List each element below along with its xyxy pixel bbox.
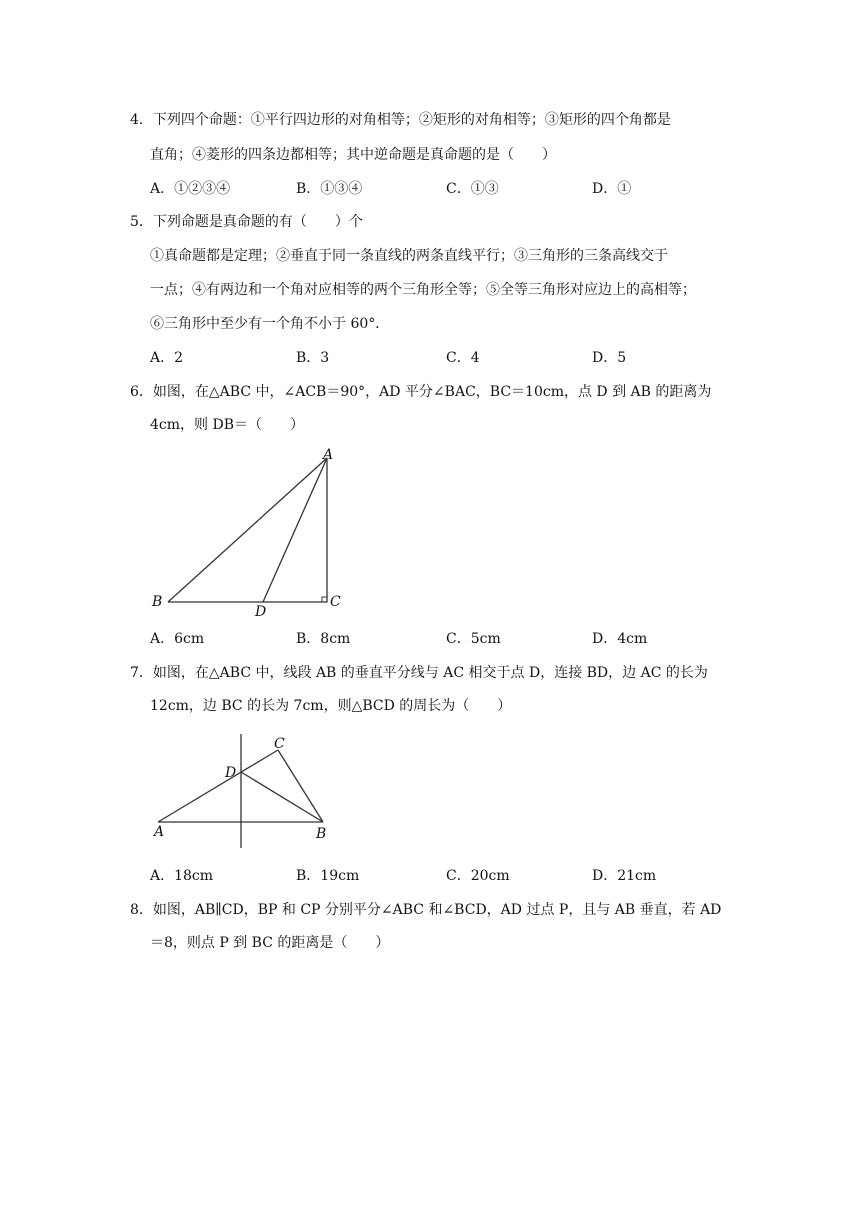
q7-line-1: 7．如图，在△ABC 中，线段 AB 的垂直平分线与 AC 相交于点 D，连接 BD，边 AC 的长为 [130,665,708,681]
q7-option-d: D．21cm [592,868,657,884]
q7-option-b: B．19cm [296,868,360,884]
q7-option-c: C．20cm [446,868,510,884]
q6-line-1: 6．如图，在△ABC 中，∠ACB＝90°，AD 平分∠BAC，BC＝10cm，点 D 到 AB 的距离为 [130,384,712,400]
q6-label-d: D [255,604,267,620]
q4-option-a: A．①②③④ [150,181,231,197]
q4-line-2: 直角；④菱形的四条边都相等；其中逆命题是真命题的是（ ） [150,147,556,163]
q5-line-3: 一点；④有两边和一个角对应相等的两个三角形全等；⑤全等三角形对应边上的高相等； [150,282,696,298]
q7-label-a: A [154,824,165,840]
q7-label-b: B [316,826,327,842]
q6-option-a: A．6cm [150,631,205,647]
q7-line-2: 12cm，边 BC 的长为 7cm，则△BCD 的周长为（ ） [150,698,512,714]
q6-option-b: B．8cm [296,631,351,647]
q6-option-d: D．4cm [592,631,648,647]
q7-label-d: D [225,765,237,781]
q5-line-4: ⑥三角形中至少有一个角不小于 60°． [150,316,390,332]
q8-line-1: 8．如图，AB∥CD，BP 和 CP 分别平分∠ABC 和∠BCD，AD 过点 P，且与 AB 垂直，若 AD [130,902,722,918]
q5-option-d: D．5 [592,350,627,366]
q7-label-c: C [274,736,285,752]
q6-label-b: B [152,594,163,610]
q4-line-1: 4．下列四个命题：①平行四边形的对角相等；②矩形的对角相等；③矩形的四个角都是 [130,112,671,128]
q6-line-2: 4cm，则 DB＝（ ） [150,417,304,433]
q4-option-b: B．①③④ [296,181,363,197]
q5-option-a: A．2 [150,350,184,366]
q6-label-c: C [330,594,341,610]
q5-line-2: ①真命题都是定理；②垂直于同一条直线的两条直线平行；③三角形的三条高线交于 [150,248,668,264]
q7-triangle-figure [148,730,333,850]
q5-line-1: 5．下列命题是真命题的有（ ）个 [130,214,363,230]
q5-option-b: B．3 [296,350,330,366]
q6-label-a: A [323,447,334,463]
q5-option-c: C．4 [446,350,480,366]
q7-option-a: A．18cm [150,868,214,884]
q6-option-c: C．5cm [446,631,501,647]
q6-triangle-figure [148,445,348,620]
q4-option-c: C．①③ [446,181,499,197]
q4-option-d: D．① [592,181,632,197]
q8-line-2: ＝8，则点 P 到 BC 的距离是（ ） [150,935,390,951]
